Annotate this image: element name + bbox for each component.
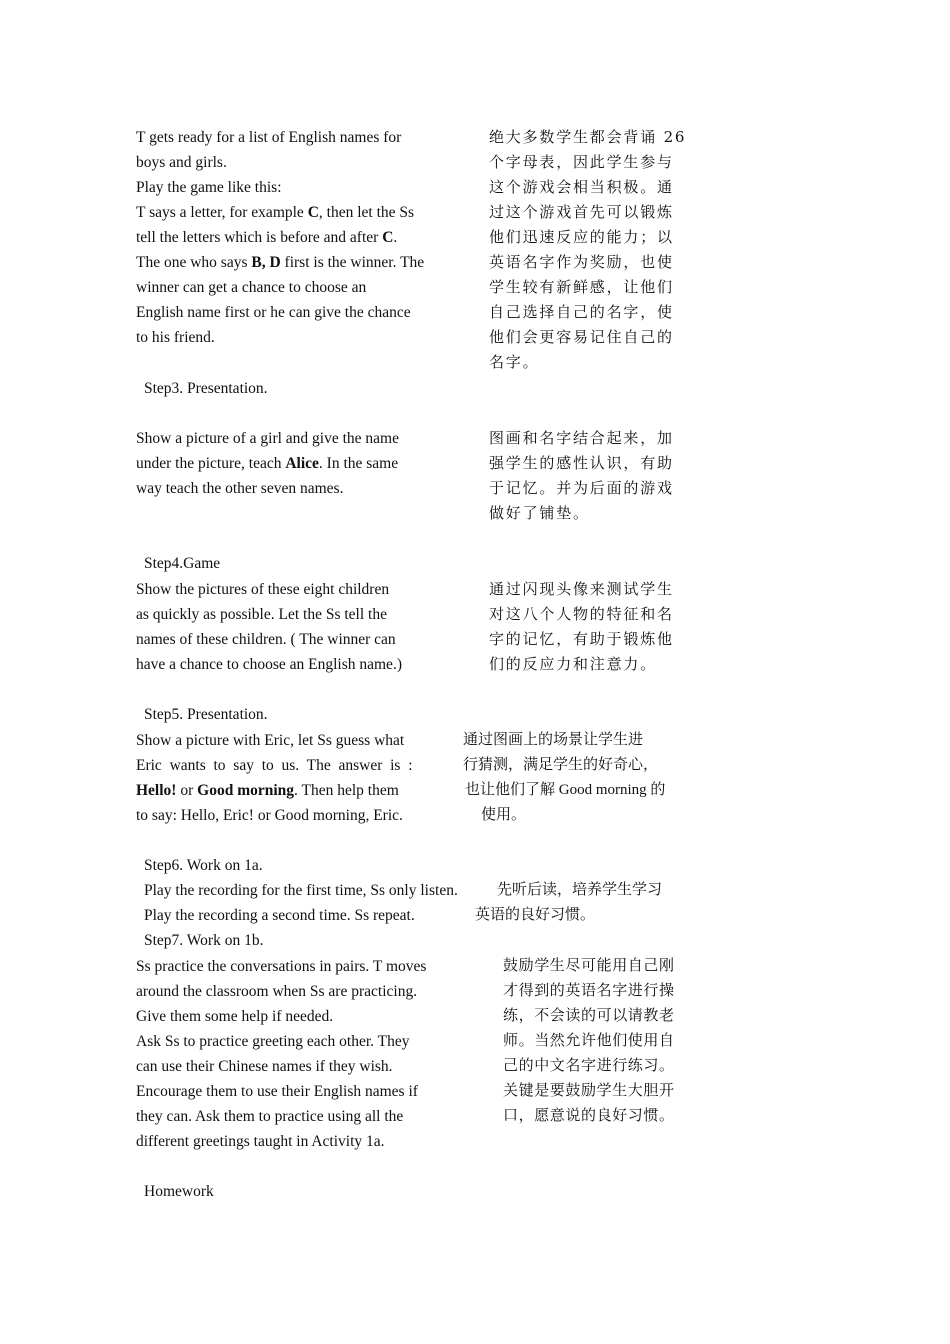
comment-line: 自己选择自己的名字，使 [489, 303, 674, 321]
comment-line: 鼓励学生尽可能用自己刚 [503, 958, 675, 974]
comment-line: 师。当然允许他们使用自 [503, 1033, 675, 1049]
comment-line: 于记忆。并为后面的游戏 [489, 479, 674, 497]
text-line: boys and girls. [136, 154, 227, 171]
comment-line: 学生较有新鲜感，让他们 [489, 278, 674, 296]
comment-line: 对这八个人物的特征和名 [489, 605, 674, 623]
text-line: to say: Hello, Eric! or Good morning, Eric. [136, 807, 403, 824]
step-heading: Step4.Game [144, 555, 221, 572]
comment-line: 这个游戏会相当积极。通 [489, 178, 674, 196]
text-line: Show a picture with Eric, let Ss guess what [136, 732, 405, 749]
text-line: The one who says B, D first is the winner. The [136, 254, 425, 271]
text-line: Show the pictures of these eight children [136, 581, 390, 598]
comment-line: 通过闪现头像来测试学生 [489, 580, 674, 598]
comment-line: 行猜测，满足学生的好奇心， [463, 757, 659, 773]
comment-line: 图画和名字结合起来，加 [489, 429, 674, 447]
text-line: Play the game like this: [136, 179, 282, 196]
comment-line: 他们会更容易记住自己的 [489, 328, 674, 346]
comment-line: 练，不会读的可以请教老 [503, 1008, 675, 1024]
text-line: T says a letter, for example C, then let the Ss [136, 204, 415, 221]
comment-line: 名字。 [489, 353, 540, 371]
comment-line: 强学生的感性认识，有助 [489, 454, 674, 472]
comment-line: 绝大多数学生都会背诵 26 [489, 128, 687, 146]
text-line: Hello! or Good morning. Then help them [136, 782, 399, 799]
comment-line: 关键是要鼓励学生大胆开 [503, 1083, 675, 1099]
comment-line: 们的反应力和注意力。 [489, 655, 658, 673]
step-heading: Step5. Presentation. [144, 706, 268, 723]
text-line: they can. Ask them to practice using all the [136, 1108, 404, 1125]
text-line: Ss practice the conversations in pairs. T moves [136, 958, 427, 975]
text-line: names of these children. ( The winner can [136, 631, 396, 648]
text-line: Play the recording a second time. Ss repeat. [144, 907, 415, 924]
step-heading: Homework [144, 1183, 214, 1200]
step-heading: Step6. Work on 1a. [144, 857, 263, 874]
text-line: Encourage them to use their English names if [136, 1083, 418, 1100]
comment-line: 他们迅速反应的能力；以 [489, 228, 674, 246]
text-line: different greetings taught in Activity 1a. [136, 1133, 385, 1150]
comment-line: 口，愿意说的良好习惯。 [503, 1108, 675, 1124]
text-line: winner can get a chance to choose an [136, 279, 367, 296]
text-line: can use their Chinese names if they wish. [136, 1058, 393, 1075]
comment-line: 通过图画上的场景让学生进 [463, 732, 644, 748]
comment-line: 才得到的英语名字进行操 [503, 983, 675, 999]
text-line: Give them some help if needed. [136, 1008, 334, 1025]
comment-line: 个字母表，因此学生参与 [489, 153, 674, 171]
text-line: Ask Ss to practice greeting each other. They [136, 1033, 410, 1050]
text-line: around the classroom when Ss are practicing. [136, 983, 418, 1000]
comment-line: 也让他们了解 Good morning 的 [465, 782, 666, 798]
text-line: Eric wants to say to us. The answer is : [136, 757, 413, 774]
comment-line: 过这个游戏首先可以锻炼 [489, 203, 674, 221]
comment-line: 己的中文名字进行练习。 [503, 1058, 675, 1074]
text-line: tell the letters which is before and after C. [136, 229, 398, 246]
comment-line: 使用。 [481, 807, 527, 823]
text-line: T gets ready for a list of English names for [136, 129, 402, 146]
text-line: Play the recording for the first time, Ss only listen. [144, 882, 458, 899]
comment-line: 字的记忆，有助于锻炼他 [489, 630, 674, 648]
text-line: way teach the other seven names. [136, 480, 344, 497]
text-line: as quickly as possible. Let the Ss tell the [136, 606, 387, 623]
comment-line: 英语的良好习惯。 [475, 907, 596, 923]
text-line: under the picture, teach Alice. In the same [136, 455, 399, 472]
text-line: to his friend. [136, 329, 215, 346]
comment-line: 做好了铺垫。 [489, 504, 590, 522]
step-heading: Step3. Presentation. [144, 380, 268, 397]
step-heading: Step7. Work on 1b. [144, 932, 264, 949]
text-line: Show a picture of a girl and give the name [136, 430, 399, 447]
text-line: have a chance to choose an English name.) [136, 656, 402, 673]
comment-line: 英语名字作为奖励，也使 [489, 253, 674, 271]
comment-line: 先听后读，培养学生学习 [497, 882, 663, 898]
text-line: English name first or he can give the chance [136, 304, 411, 321]
